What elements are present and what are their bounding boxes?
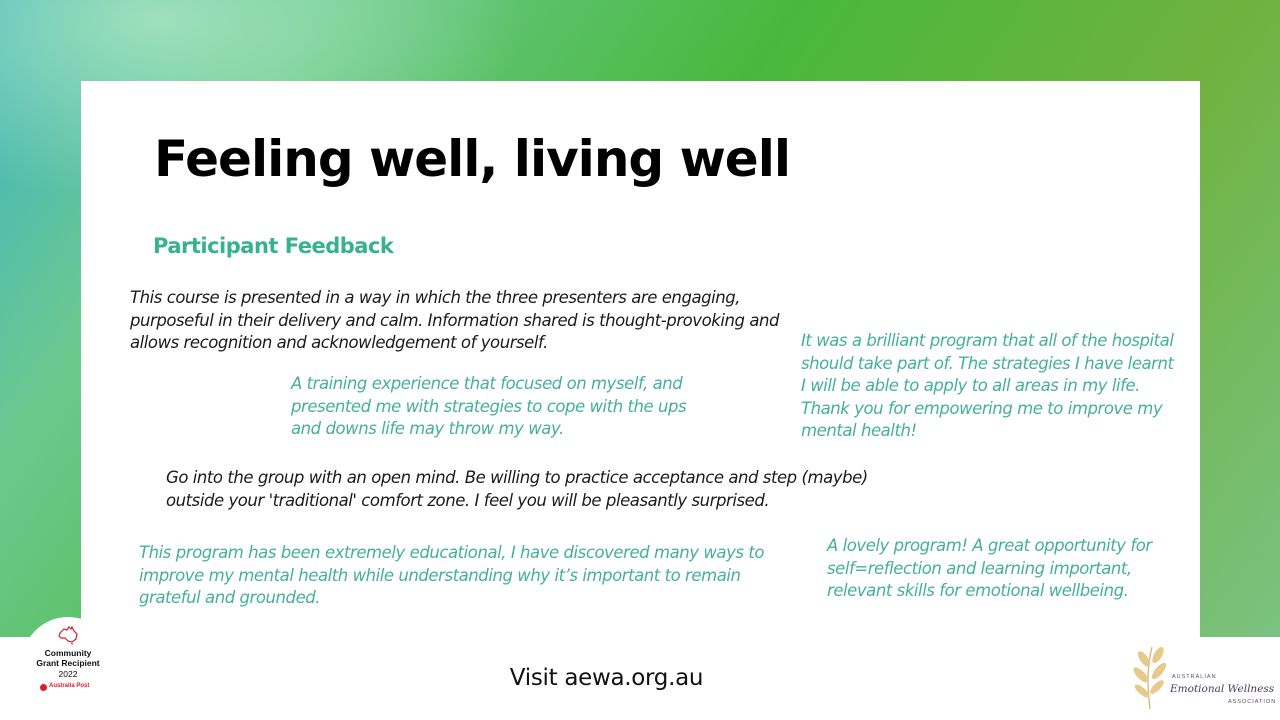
badge-brand xyxy=(40,683,110,689)
slide-subtitle: Participant Feedback xyxy=(153,234,394,258)
feedback-quote: It was a brilliant program that all of the hospital should take part of. The strategies I have learnt I will be able to apply to all areas in my life. Thank you for empowering me to improve my mental health! xyxy=(801,331,1174,440)
slide-title: Feeling well, living well xyxy=(154,130,790,188)
feedback-quote: This program has been extremely educational, I have discovered many ways to improve my mental health while understanding why it’s important to remain grateful and grounded. xyxy=(139,543,764,607)
badge-line-grant: Grant Recipient xyxy=(36,658,100,668)
feedback-quote: This course is presented in a way in which the three presenters are engaging, purposeful in their delivery and calm. Information shared is thought-provoking and allows recognition and acknowledgement of yourself. xyxy=(130,288,780,352)
logo-bottom-text: ASSOCIATION xyxy=(1228,699,1277,705)
badge-line-community: Community xyxy=(44,648,92,658)
wheat-leaf-icon xyxy=(1128,641,1178,711)
feedback-quote: A training experience that focused on myself, and presented me with strategies to cope with the ups and downs life may throw my way. xyxy=(291,374,687,438)
feedback-quote: Go into the group with an open mind. Be willing to practice acceptance and step (maybe) outside your 'traditional' comfort zone. I feel you will be pleasantly surprised. xyxy=(166,468,868,510)
community-grant-badge xyxy=(22,617,114,720)
website-link[interactable]: Visit aewa.org.au xyxy=(509,665,704,691)
aewa-logo xyxy=(1128,641,1277,713)
badge-brand-text: Australia Post xyxy=(49,683,90,689)
australia-map-icon xyxy=(57,625,79,645)
feedback-quote: A lovely program! A great opportunity for self=reflection and learning important, relevant skills for emotional wellbeing. xyxy=(827,536,1152,600)
logo-top-text: AUSTRALIAN xyxy=(1172,674,1217,680)
badge-year: 2022 xyxy=(58,669,78,679)
logo-script-text: Emotional Wellness xyxy=(1170,683,1275,695)
